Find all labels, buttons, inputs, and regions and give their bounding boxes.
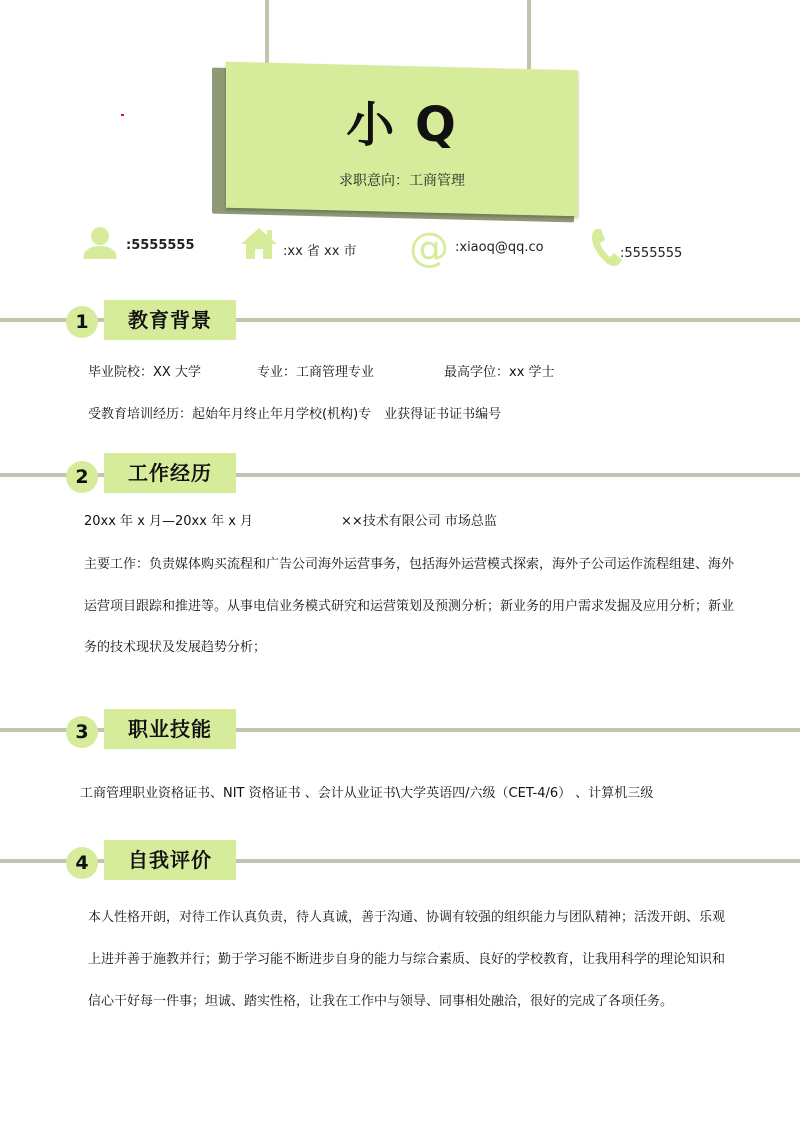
major: 专业：工商管理专业 — [257, 365, 375, 380]
section-title-self: 自我评价 — [104, 840, 236, 880]
work-company: ××技术有限公司 市场总监 — [341, 514, 497, 529]
section-title-education: 教育背景 — [104, 300, 236, 340]
contact-email: :xiaoq@qq.co — [455, 240, 544, 255]
stray-mark — [121, 114, 124, 116]
section-title-skills: 职业技能 — [104, 709, 236, 749]
candidate-name: 小 Q — [346, 97, 458, 153]
work-line: 主要工作：负责媒体购买流程和广告公司海外运营事务，包括海外运营模式探索，海外子公司运作流程组建、海外 — [84, 557, 735, 572]
hanging-string-right — [527, 0, 531, 74]
section-title-work: 工作经历 — [104, 453, 236, 493]
at-icon — [408, 228, 450, 268]
home-icon — [240, 226, 278, 260]
self-line: 本人性格开朗，对待工作认真负责，待人真诚，善于沟通、协调有较强的组织能力与团队精神；活泼开朗、乐观 — [88, 910, 726, 925]
section-number: 1 — [66, 306, 98, 338]
school: 毕业院校：XX 大学 — [88, 365, 201, 380]
self-line: 信心干好每一件事；坦诚、踏实性格，让我在工作中与领导、同事相处融洽，很好的完成了各项任务。 — [88, 994, 674, 1009]
svg-text:@: @ — [409, 228, 449, 268]
person-icon — [82, 226, 118, 260]
skills-text: 工商管理职业资格证书、NIT 资格证书 、会计从业证书\大学英语四/六级（CET-4/6） 、计算机三级 — [80, 786, 654, 801]
contact-id: :5555555 — [126, 238, 195, 253]
degree: 最高学位：xx 学士 — [444, 365, 555, 380]
section-number: 3 — [66, 716, 98, 748]
self-line: 上进并善于施教并行；勤于学习能不断进步自身的能力与综合素质、良好的学校教育，让我用科学的理论知识和 — [88, 952, 726, 967]
work-line: 运营项目跟踪和推进等。从事电信业务模式研究和运营策划及预测分析；新业务的用户需求发掘及应用分析；新业 — [84, 599, 735, 614]
work-period: 20xx 年 x 月—20xx 年 x 月 — [84, 514, 254, 529]
training-history: 受教育培训经历：起始年月终止年月学校(机构)专 业获得证书证书编号 — [88, 407, 502, 422]
work-line: 务的技术现状及发展趋势分析； — [84, 640, 267, 655]
section-number: 4 — [66, 847, 98, 879]
contact-phone: :5555555 — [620, 246, 683, 261]
phone-icon — [590, 226, 624, 268]
section-number: 2 — [66, 461, 98, 493]
job-intent-label: 求职意向： — [339, 173, 409, 189]
job-intent — [226, 170, 578, 190]
contact-address: :xx 省 xx 市 — [283, 244, 357, 259]
job-intent-value: 工商管理 — [409, 173, 465, 189]
